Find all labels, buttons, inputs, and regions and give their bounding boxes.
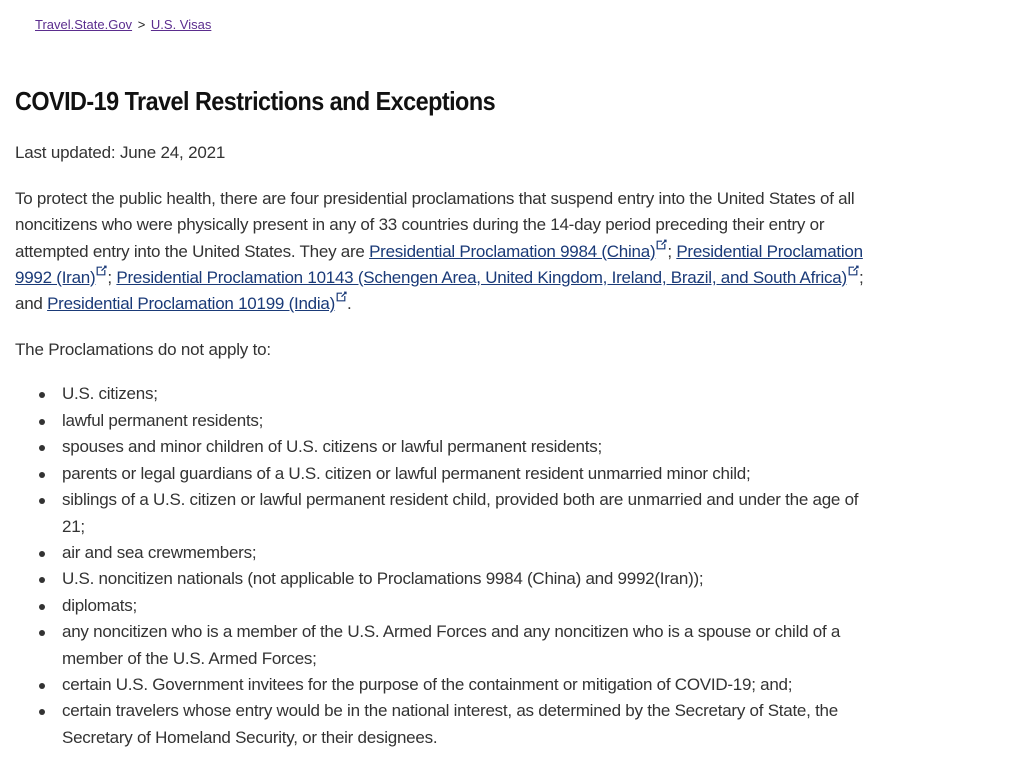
list-item: certain U.S. Government invitees for the purpose of the containment or mitigation of COVID-19; and; xyxy=(62,672,862,698)
intro-separator: ; xyxy=(667,241,677,261)
proclamation-10143-link[interactable]: Presidential Proclamation 10143 (Schengen Area, United Kingdom, Ireland, Brazil, and South Africa) xyxy=(116,267,847,287)
external-link-icon xyxy=(96,265,107,276)
external-link-icon xyxy=(336,291,347,302)
list-item: U.S. citizens; xyxy=(62,381,862,407)
breadcrumb-link-us-visas[interactable]: U.S. Visas xyxy=(150,17,212,32)
list-item: spouses and minor children of U.S. citizens or lawful permanent residents; xyxy=(62,434,862,460)
proclamation-10199-link[interactable]: Presidential Proclamation 10199 (India) xyxy=(47,294,336,314)
intro-separator: ; and xyxy=(15,267,864,314)
external-link-icon xyxy=(656,239,667,250)
last-updated: Last updated: June 24, 2021 xyxy=(15,143,226,162)
breadcrumb-link-home[interactable]: Travel.State.Gov xyxy=(35,17,133,32)
intro-text: To protect the public health, there are four presidential proclamations that suspend entry into the United States of all noncitizens who were physically present in any of 33 countries during the 14-day period preceding their entry or attempted entry into the United States. They are xyxy=(15,189,855,261)
intro-paragraph xyxy=(15,186,865,317)
list-item: U.S. noncitizen nationals (not applicable to Proclamations 9984 (China) and 9992(Iran)); xyxy=(62,566,862,592)
proclamation-9984-link[interactable]: Presidential Proclamation 9984 (China) xyxy=(369,241,656,261)
page-title: COVID-19 Travel Restrictions and Exceptions xyxy=(15,86,496,116)
list-item: certain travelers whose entry would be in the national interest, as determined by the Secretary of State, the Secretary of Homeland Security, or their designees. xyxy=(62,698,862,751)
intro-end: . xyxy=(347,294,352,314)
list-item: any noncitizen who is a member of the U.S. Armed Forces and any noncitizen who is a spouse or child of a member of the U.S. Armed Forces; xyxy=(62,619,862,672)
list-item: diplomats; xyxy=(62,593,862,619)
list-item: air and sea crewmembers; xyxy=(62,540,862,566)
exceptions-list xyxy=(15,381,862,751)
exceptions-heading: The Proclamations do not apply to: xyxy=(15,340,271,360)
intro-separator: ; xyxy=(107,267,117,287)
breadcrumb xyxy=(35,17,211,33)
proclamation-9992-link[interactable]: Presidential Proclamation 9992 (Iran) xyxy=(15,241,863,287)
breadcrumb-separator: > xyxy=(137,17,146,32)
external-link-icon xyxy=(848,265,859,276)
main-content xyxy=(15,84,864,751)
list-item: parents or legal guardians of a U.S. citizen or lawful permanent resident unmarried minor child; xyxy=(62,461,862,487)
list-item: lawful permanent residents; xyxy=(62,408,862,434)
list-item: siblings of a U.S. citizen or lawful permanent resident child, provided both are unmarried and under the age of 21; xyxy=(62,487,862,540)
